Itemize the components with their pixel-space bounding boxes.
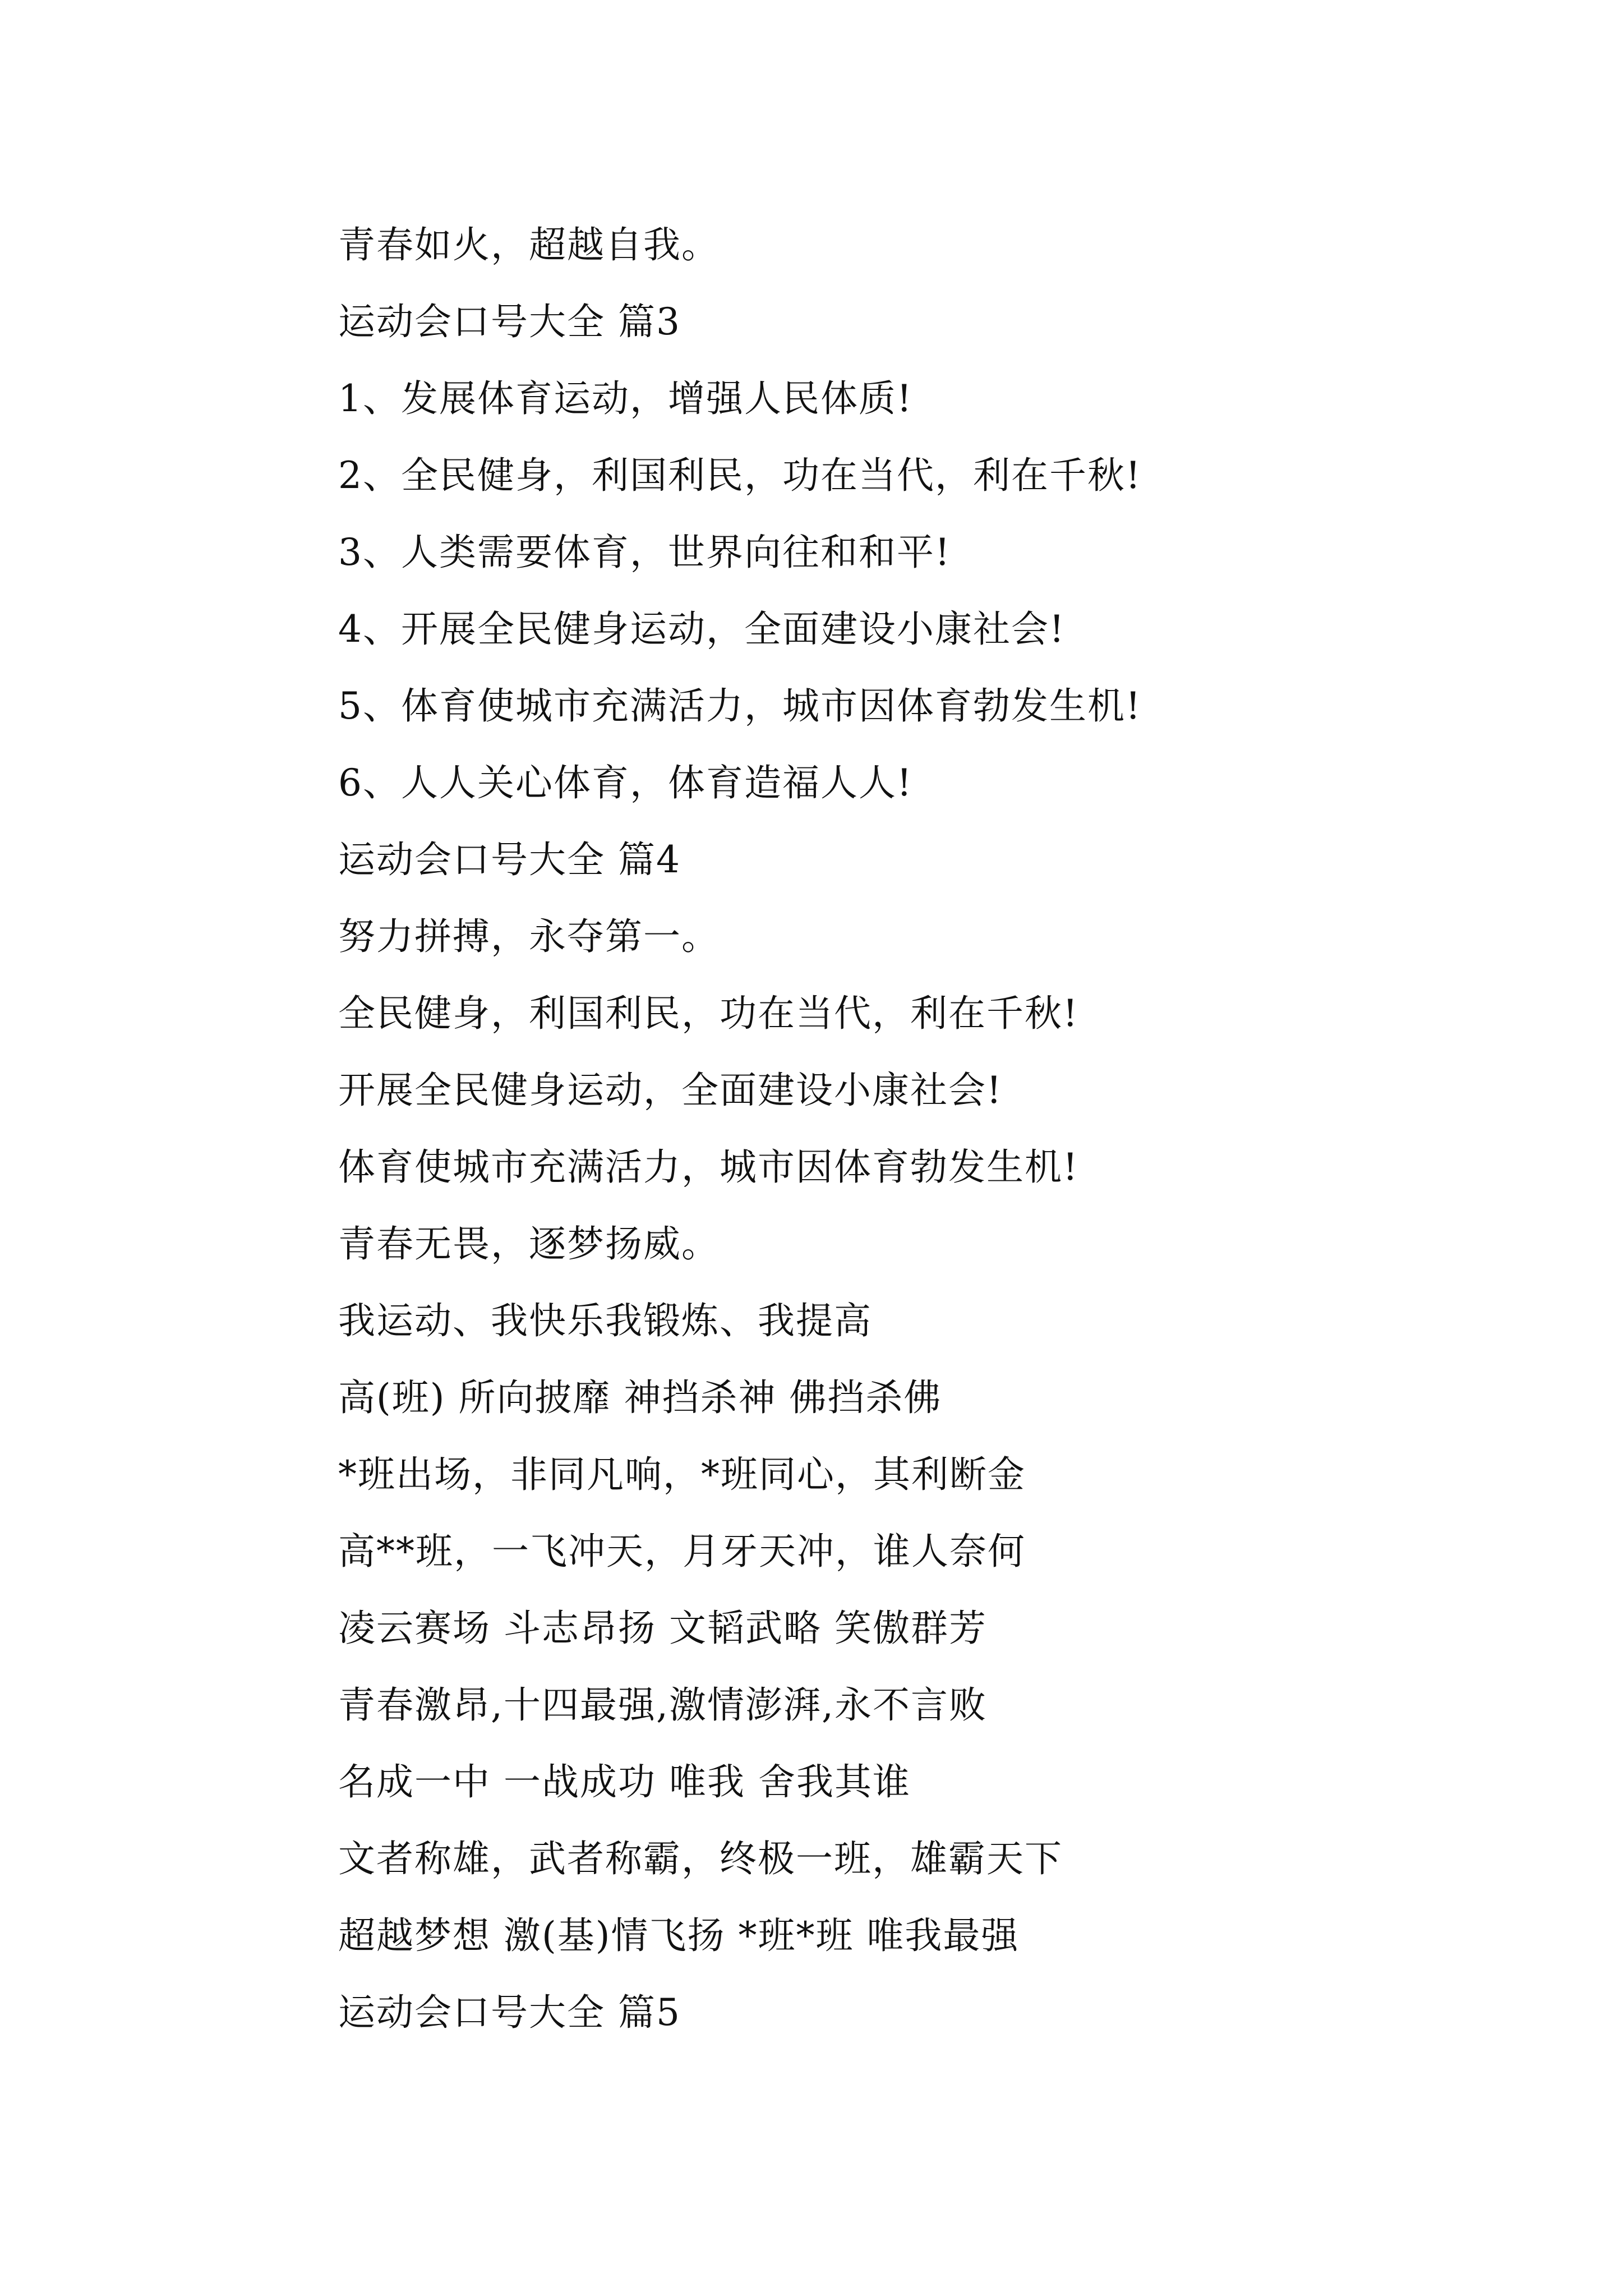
text-line: 超越梦想 激(基)情飞扬 *班*班 唯我最强 xyxy=(338,1914,1020,1957)
text-line: 青春激昂,十四最强,激情澎湃,永不言败 xyxy=(338,1683,987,1727)
text-line: 努力拼搏，永夺第一。 xyxy=(338,915,720,958)
list-item: 1、发展体育运动，增强人民体质! xyxy=(338,377,913,420)
text-line: 开展全民健身运动，全面建设小康社会! xyxy=(338,1069,1003,1112)
section-heading: 运动会口号大全 篇5 xyxy=(338,1991,681,2034)
list-item: 5、体育使城市充满活力，城市因体育勃发生机! xyxy=(338,684,1142,728)
text-line: 我运动、我快乐我锻炼、我提高 xyxy=(338,1299,872,1342)
list-item: 6、人人关心体育，体育造福人人! xyxy=(338,761,913,804)
text-line: 文者称雄，武者称霸，终极一班，雄霸天下 xyxy=(338,1837,1063,1880)
section-heading: 运动会口号大全 篇4 xyxy=(338,838,681,881)
list-item: 4、开展全民健身运动，全面建设小康社会! xyxy=(338,608,1066,651)
list-item: 3、人类需要体育，世界向往和和平! xyxy=(338,531,951,574)
text-line: 名成一中 一战成功 唯我 舍我其谁 xyxy=(338,1760,911,1803)
text-line: 青春无畏，逐梦扬威。 xyxy=(338,1222,720,1266)
text-line: 高**班，一飞冲天，月牙天冲，谁人奈何 xyxy=(338,1530,1026,1573)
section-heading: 运动会口号大全 篇3 xyxy=(338,300,681,343)
list-item: 2、全民健身，利国利民，功在当代，利在千秋! xyxy=(338,454,1142,497)
text-line: 体育使城市充满活力，城市因体育勃发生机! xyxy=(338,1145,1079,1189)
text-line: 青春如火，超越自我。 xyxy=(338,223,720,266)
text-line: *班出场，非同凡响，*班同心，其利断金 xyxy=(338,1453,1026,1496)
text-line: 凌云赛场 斗志昂扬 文韬武略 笑傲群芳 xyxy=(338,1607,987,1650)
document-body xyxy=(338,206,1516,2051)
text-line: 高(班) 所向披靡 神挡杀神 佛挡杀佛 xyxy=(338,1376,942,1419)
text-line: 全民健身，利国利民，功在当代，利在千秋! xyxy=(338,992,1079,1035)
